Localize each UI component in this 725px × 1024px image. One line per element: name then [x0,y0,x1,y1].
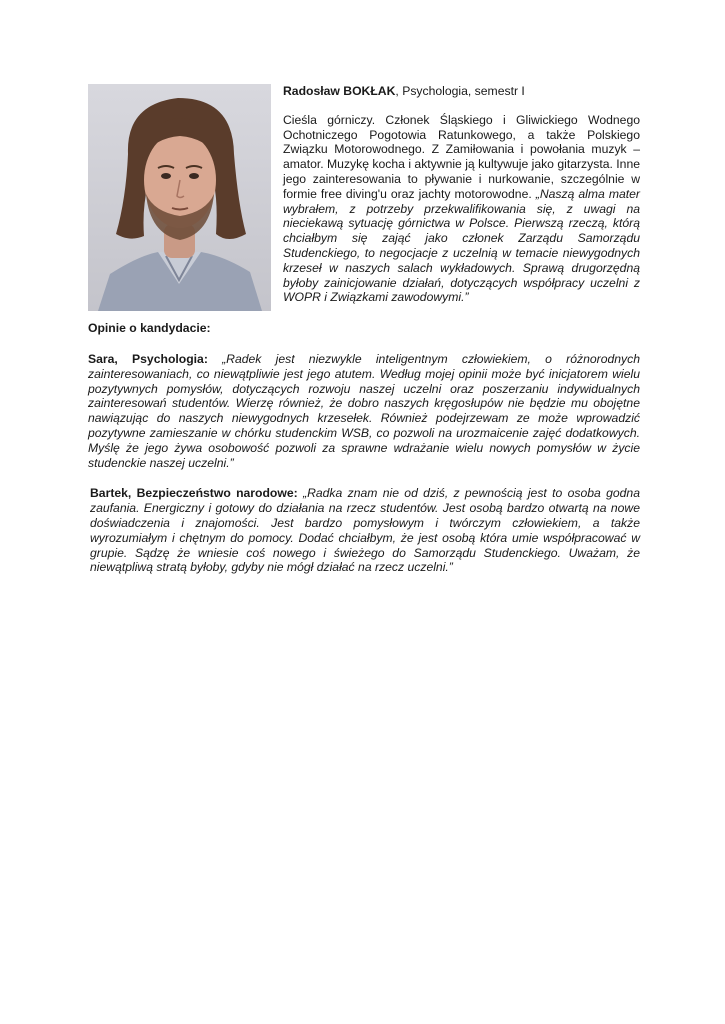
candidate-photo [88,84,271,311]
opinion-text: „Radka znam nie od dziś, z pewnością jest to osoba godna zaufania. Energiczny i gotowy do działania na rzecz studentów. Jest osobą bardzo otwartą na nowe doświadczenia i znajomości. Jest bardzo pomysłowym i twórczym człowiekiem, a także wyrozumiałym i chętnym do pomocy. Dodać chciałbym, że jest osobą która umie współpracować w grupie. Sądzę że wniesie coś nowego i świeżego do Samorządu Studenckiego. Uważam, że niewątpliwą stratą byłoby, gdyby nie mógł działać na rzecz uczelni.” [90,486,640,575]
bio-quote-text: „Naszą alma mater wybrałem, z potrzeby przekwalifikowania się, z uwagi na nieciekawą sytuację górnictwa w Polsce. Pierwszą rzeczą, którą chciałbym się zająć jako członek Zarządu Samorządu Studenckiego, to negocjacje z uczelnią w temacie niewygodnych krzeseł w naszych salach wykładowych. Sprawą drugorzędną byłoby zainicjowanie działań, dotyczących współpracy uczelni z WOPR i Związkami zawodowymi.” [283,186,640,305]
opinion-author: Bartek, Bezpieczeństwo narodowe: [90,486,304,501]
candidate-name: Radosław BOKŁAK [283,84,396,98]
opinion-author: Sara, Psychologia: [88,351,223,366]
opinion-item [88,352,640,470]
bio-plain-text: Cieśla górniczy. Członek Śląskiego i Gliwickiego Wodnego Ochotniczego Pogotowia Ratunkowego, a także Polskiego Związku Motorowodnego. Z Zamiłowania i powołania muzyk – amator. Muzykę kocha i aktywnie ją kultywuje jako gitarzysta. Inne jego zainteresowania to pływanie i nurkowanie, szczególnie w formie free diving'u oraz jachty motorowodne. [283,112,640,201]
opinion-text: „Radek jest niezwykle inteligentnym człowiekiem, o różnorodnych zainteresowaniach, co niewątpliwie jest jego atutem. Według mojej opinii może być inicjatorem wielu pozytywnych pomysłów, dotyczących rozwoju naszej uczelni oraz poszerzaniu indywidualnych zainteresowań studentów. Wierzę również, że dobro naszych kręgosłupów nie będzie mu obojętne nawiązując do naszych niewygodnych krzesełek. Również podejrzewam ze może wprowadzić pozytywne zamieszanie w chórku studenckim WSB, co pozwoli na urozmaicenie zajęć dodatkowych. Myślę że jego żywa osobowość pozwoli za sprawne wdrażanie wielu nowych pomysłów w życie studenckie naszej uczelni.” [88,351,641,470]
portrait-illustration [88,84,271,311]
opinions-heading: Opinie o kandydacie: [88,321,211,336]
candidate-profile [88,84,640,591]
candidate-program: , Psychologia, semestr I [395,84,525,98]
opinion-item [90,486,640,575]
